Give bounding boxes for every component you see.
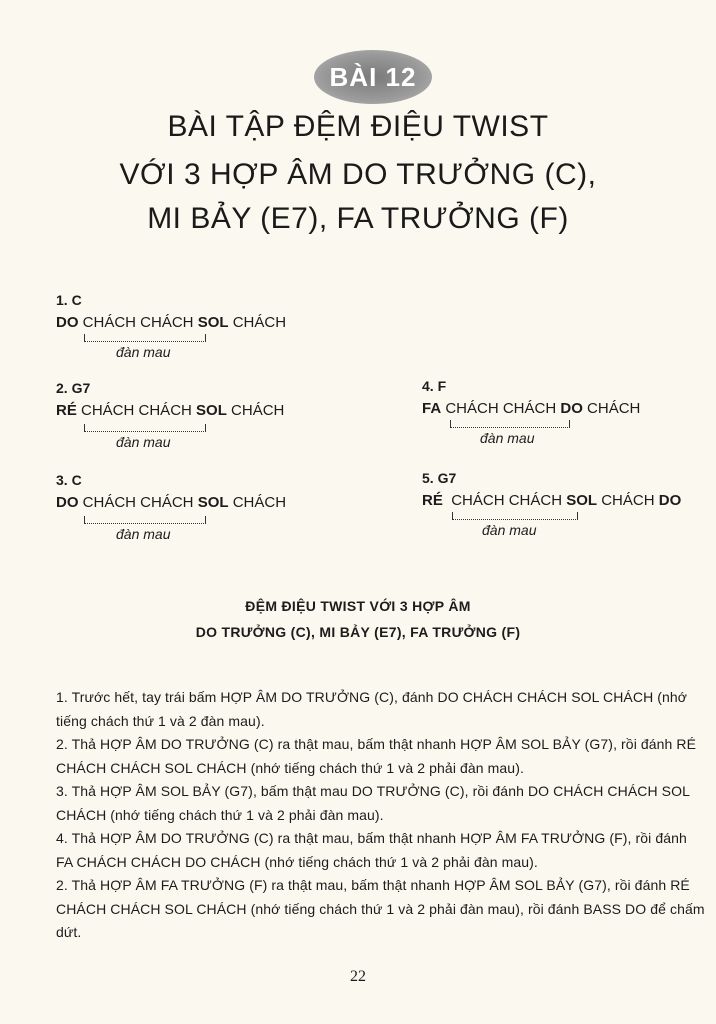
instruction-paragraph: 4. Thả HỢP ÂM DO TRƯỞNG (C) ra thật mau, bấm thật nhanh HỢP ÂM FA TRƯỞNG (F), rồi đánh FA CHÁCH CHÁCH DO CHÁCH (nhớ tiếng chách thứ 1 và 2 phải đàn mau). bbox=[56, 830, 687, 870]
fast-note: đàn mau bbox=[116, 344, 171, 360]
section-heading-line-2: DO TRƯỞNG (C), MI BẢY (E7), FA TRƯỞNG (F) bbox=[195, 624, 521, 640]
instruction-paragraph: 1. Trước hết, tay trái bấm HỢP ÂM DO TRƯỞNG (C), đánh DO CHÁCH CHÁCH SOL CHÁCH (nhớ tiếng chách thứ 1 và 2 đàn mau). bbox=[56, 689, 688, 729]
fast-bracket bbox=[84, 516, 206, 524]
lesson-badge: BÀI 12 bbox=[314, 50, 432, 104]
exercise-number: 1. C bbox=[56, 292, 82, 308]
exercise-strum-line: RÉ CHÁCH CHÁCH SOL CHÁCH bbox=[56, 402, 285, 419]
section-heading-line-1: ĐỆM ĐIỆU TWIST VỚI 3 HỢP ÂM bbox=[245, 598, 471, 614]
fast-note: đàn mau bbox=[116, 434, 171, 450]
exercise-3 bbox=[56, 472, 286, 511]
exercise-number: 2. G7 bbox=[56, 380, 91, 396]
exercise-2 bbox=[56, 380, 284, 419]
fast-bracket bbox=[84, 334, 206, 342]
lesson-title-line-3: MI BẢY (E7), FA TRƯỞNG (F) bbox=[147, 202, 569, 235]
exercise-5 bbox=[422, 470, 681, 509]
lesson-title-line-2: VỚI 3 HỢP ÂM DO TRƯỞNG (C), bbox=[119, 158, 597, 191]
exercise-number: 3. C bbox=[56, 472, 82, 488]
exercise-strum-line: DO CHÁCH CHÁCH SOL CHÁCH bbox=[56, 314, 287, 331]
lesson-title-line-1: BÀI TẬP ĐỆM ĐIỆU TWIST bbox=[167, 110, 549, 143]
exercise-strum-line: FA CHÁCH CHÁCH DO CHÁCH bbox=[422, 400, 641, 417]
exercise-strum-line: DO CHÁCH CHÁCH SOL CHÁCH bbox=[56, 494, 287, 511]
fast-bracket bbox=[84, 424, 206, 432]
fast-bracket bbox=[450, 420, 570, 428]
exercise-4 bbox=[422, 378, 640, 417]
fast-note: đàn mau bbox=[116, 526, 171, 542]
instruction-paragraph: 2. Thả HỢP ÂM FA TRƯỞNG (F) ra thật mau, bấm thật nhanh HỢP ÂM SOL BẢY (G7), rồi đánh RÉ CHÁCH CHÁCH SOL CHÁCH (nhớ tiếng chách thứ 1 và 2 phải đàn mau), rồi đánh BASS DO để chấm dứt. bbox=[56, 877, 705, 940]
instructions bbox=[56, 686, 706, 945]
fast-note: đàn mau bbox=[480, 430, 535, 446]
exercise-strum-line: RÉ CHÁCH CHÁCH SOL CHÁCH DO bbox=[422, 492, 682, 509]
fast-bracket bbox=[452, 512, 578, 520]
fast-note: đàn mau bbox=[482, 522, 537, 538]
exercise-number: 5. G7 bbox=[422, 470, 457, 486]
instruction-paragraph: 2. Thả HỢP ÂM DO TRƯỞNG (C) ra thật mau, bấm thật nhanh HỢP ÂM SOL BẢY (G7), rồi đánh RÉ CHÁCH CHÁCH SOL CHÁCH (nhớ tiếng chách thứ 1 và 2 phải đàn mau). bbox=[56, 736, 697, 776]
page-number: 22 bbox=[350, 968, 366, 985]
exercise-number: 4. F bbox=[422, 378, 447, 394]
instruction-paragraph: 3. Thả HỢP ÂM SOL BẢY (G7), bấm thật mau DO TRƯỞNG (C), rồi đánh DO CHÁCH CHÁCH SOL CHÁCH (nhớ tiếng chách thứ 1 và 2 phải đàn mau). bbox=[56, 783, 690, 823]
exercise-1 bbox=[56, 292, 286, 331]
